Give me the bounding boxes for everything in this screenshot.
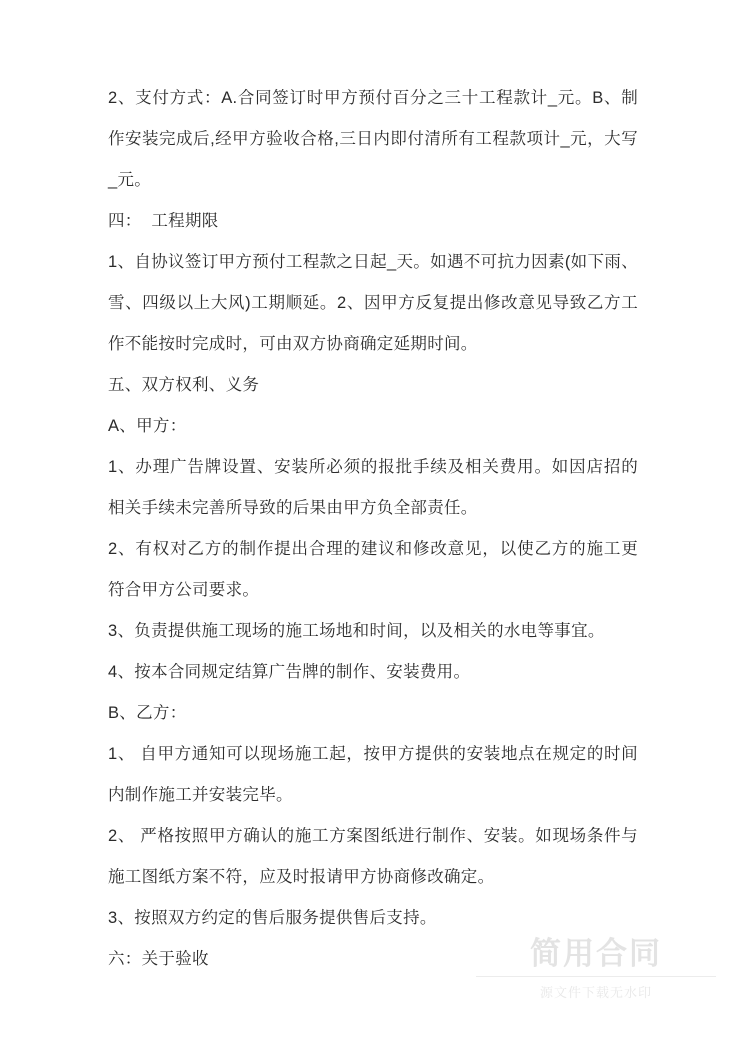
paragraph: 3、按照双方约定的售后服务提供售后支持。	[108, 909, 437, 927]
paragraph: 五、双方权利、义务	[108, 376, 260, 394]
paragraph: 1、办理广告牌设置、安装所必须的报批手续及相关费用。如因店招的相关手续未完善所导致的后果由甲方负全部责任。	[108, 458, 638, 517]
paragraph: B、乙方：	[108, 704, 187, 722]
watermark-divider	[476, 976, 716, 977]
paragraph: 2、 严格按照甲方确认的施工方案图纸进行制作、安装。如现场条件与施工图纸方案不符，应及时报请甲方协商修改确定。	[108, 827, 638, 886]
paragraph: 1、自协议签订甲方预付工程款之日起_天。如遇不可抗力因素(如下雨、雪、四级以上大风)工期顺延。2、因甲方反复提出修改意见导致乙方工作不能按时完成时，可由双方协商确定延期时间。	[108, 253, 638, 353]
paragraph: 六：关于验收	[108, 950, 209, 968]
document-body	[108, 78, 638, 980]
paragraph: 2、支付方式：A.合同签订时甲方预付百分之三十工程款计_元。B、制作安装完成后,经甲方验收合格,三日内即付清所有工程款项计_元，大写_元。	[108, 89, 638, 189]
paragraph: 3、负责提供施工现场的施工场地和时间，以及相关的水电等事宜。	[108, 622, 605, 640]
paragraph: 四： 工程期限	[108, 212, 219, 230]
paragraph: 4、按本合同规定结算广告牌的制作、安装费用。	[108, 663, 471, 681]
paragraph: A、甲方：	[108, 417, 187, 435]
watermark	[476, 936, 716, 1001]
watermark-title: 简用合同	[530, 936, 662, 971]
paragraph: 1、 自甲方通知可以现场施工起，按甲方提供的安装地点在规定的时间内制作施工并安装完毕。	[108, 745, 638, 804]
watermark-subtitle: 源文件下载无水印	[539, 985, 652, 1000]
paragraph: 2、有权对乙方的制作提出合理的建议和修改意见，以使乙方的施工更符合甲方公司要求。	[108, 540, 638, 599]
